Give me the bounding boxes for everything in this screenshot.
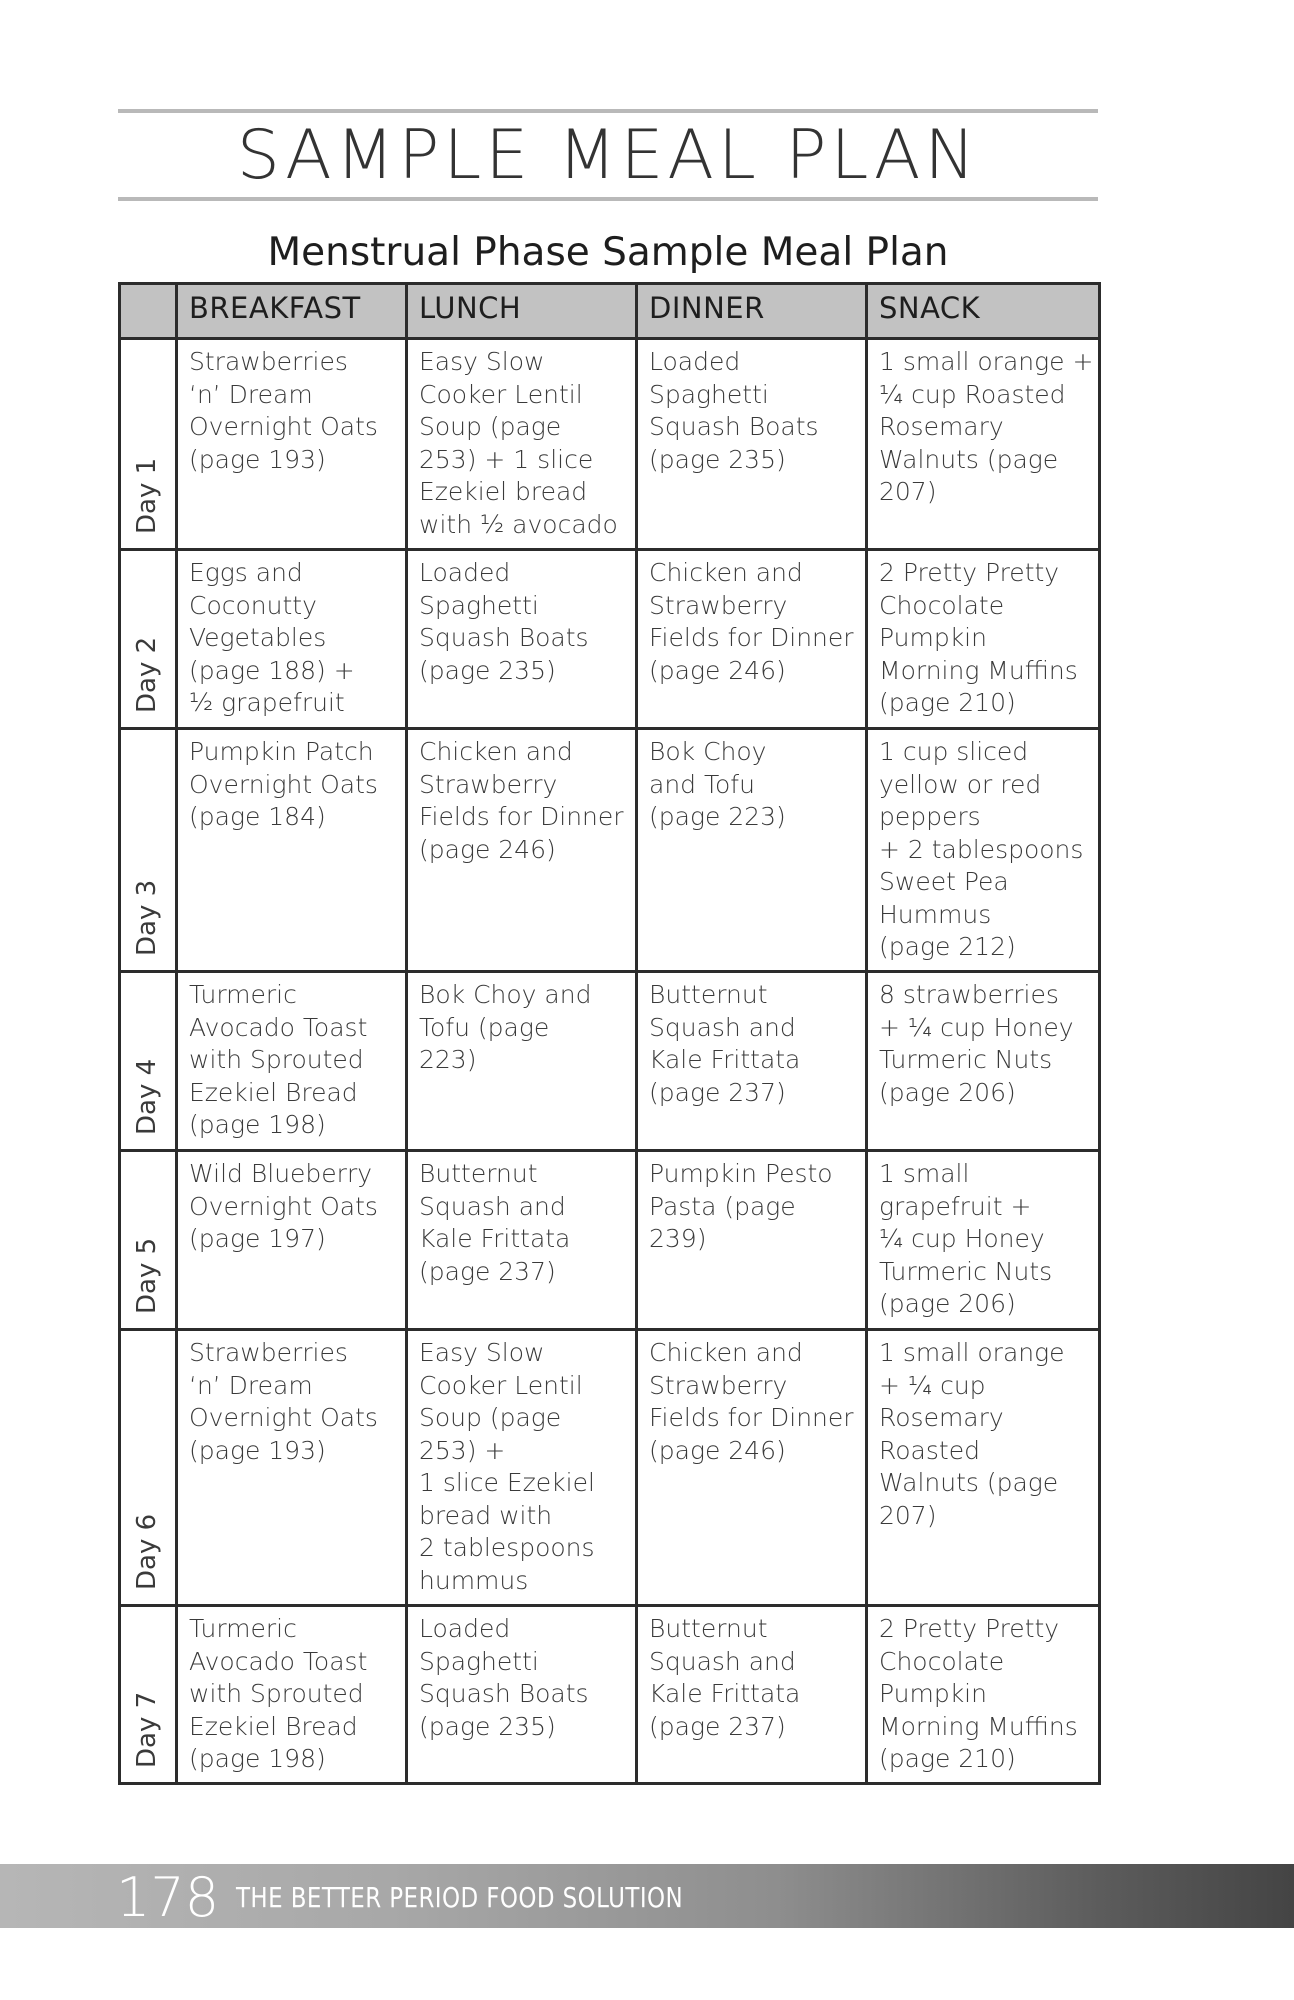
snack-cell: [867, 1151, 1100, 1330]
header-breakfast: BREAKFAST: [177, 284, 407, 339]
header-lunch: LUNCH: [407, 284, 637, 339]
table-title: Menstrual Phase Sample Meal Plan: [267, 230, 949, 275]
snack-text: 2 Pretty Pretty Chocolate Pumpkin Morning Muffins (page 210): [879, 558, 1078, 717]
day-label: Day 2: [132, 636, 162, 713]
snack-text: 1 small orange + ¼ cup Rosemary Roasted Walnuts (page 207): [879, 1338, 1065, 1530]
snack-text: 1 cup sliced yellow or red peppers + 2 tablespoons Sweet Pea Hummus (page 212): [879, 737, 1084, 961]
day-label: Day 5: [132, 1237, 162, 1314]
lunch-text: Butternut Squash and Kale Frittata (page 237): [419, 1159, 571, 1286]
lunch-text: Easy Slow Cooker Lentil Soup (page 253) + 1 slice Ezekiel bread with ½ avocado: [419, 347, 618, 539]
snack-cell: [867, 339, 1100, 550]
header-day: [120, 284, 177, 339]
dinner-cell: [637, 1151, 867, 1330]
table-row: [120, 550, 1100, 729]
snack-cell: [867, 1606, 1100, 1784]
page-title: SAMPLE MEAL PLAN: [236, 116, 980, 195]
lunch-cell: [407, 339, 637, 550]
snack-cell: [867, 1330, 1100, 1606]
dinner-cell: [637, 1330, 867, 1606]
table-header-row: [120, 284, 1100, 339]
breakfast-text: Turmeric Avocado Toast with Sprouted Ezekiel Bread (page 198): [189, 1614, 368, 1773]
lunch-cell: [407, 1151, 637, 1330]
dinner-cell: [637, 339, 867, 550]
day-label: Day 1: [132, 457, 162, 534]
table-row: [120, 1151, 1100, 1330]
lunch-text: Bok Choy and Tofu (page 223): [419, 980, 592, 1074]
header-dinner: DINNER: [637, 284, 867, 339]
lunch-cell: [407, 550, 637, 729]
dinner-text: Pumpkin Pesto Pasta (page 239): [649, 1159, 833, 1253]
dinner-cell: [637, 550, 867, 729]
book-title: THE BETTER PERIOD FOOD SOLUTION: [236, 1881, 684, 1914]
snack-text: 1 small grapefruit + ¼ cup Honey Turmeric Nuts (page 206): [879, 1159, 1053, 1318]
title-bottom-rule: [118, 197, 1098, 201]
snack-text: 1 small orange + ¼ cup Roasted Rosemary Walnuts (page 207): [879, 347, 1094, 506]
breakfast-cell: [177, 339, 407, 550]
table-row: [120, 339, 1100, 550]
breakfast-text: Strawberries ‘n’ Dream Overnight Oats (page 193): [189, 1338, 378, 1465]
day-cell: [120, 1151, 177, 1330]
day-cell: [120, 729, 177, 972]
lunch-cell: [407, 1606, 637, 1784]
snack-cell: [867, 550, 1100, 729]
snack-cell: [867, 972, 1100, 1151]
dinner-cell: [637, 1606, 867, 1784]
dinner-cell: [637, 729, 867, 972]
page-number: 178: [116, 1866, 220, 1929]
day-cell: [120, 972, 177, 1151]
lunch-cell: [407, 972, 637, 1151]
day-label: Day 7: [132, 1691, 162, 1768]
snack-cell: [867, 729, 1100, 972]
breakfast-text: Strawberries ‘n’ Dream Overnight Oats (page 193): [189, 347, 378, 474]
table-row: [120, 1606, 1100, 1784]
breakfast-cell: [177, 550, 407, 729]
day-label: Day 4: [132, 1058, 162, 1135]
table-row: [120, 1330, 1100, 1606]
snack-text: 8 strawberries + ¼ cup Honey Turmeric Nuts (page 206): [879, 980, 1074, 1107]
title-top-rule: [118, 109, 1098, 113]
day-cell: [120, 339, 177, 550]
header-snack: SNACK: [867, 284, 1100, 339]
lunch-text: Loaded Spaghetti Squash Boats (page 235): [419, 558, 589, 685]
day-label: Day 3: [132, 879, 162, 956]
meal-plan-table: [118, 282, 1101, 1785]
dinner-text: Butternut Squash and Kale Frittata (page 237): [649, 1614, 801, 1741]
dinner-cell: [637, 972, 867, 1151]
dinner-text: Chicken and Strawberry Fields for Dinner (page 246): [649, 558, 854, 685]
breakfast-cell: [177, 1151, 407, 1330]
breakfast-cell: [177, 729, 407, 972]
day-cell: [120, 1606, 177, 1784]
table-row: [120, 729, 1100, 972]
day-cell: [120, 1330, 177, 1606]
breakfast-text: Wild Blueberry Overnight Oats (page 197): [189, 1159, 378, 1253]
lunch-text: Chicken and Strawberry Fields for Dinner (page 246): [419, 737, 624, 864]
breakfast-cell: [177, 972, 407, 1151]
lunch-cell: [407, 1330, 637, 1606]
lunch-text: Loaded Spaghetti Squash Boats (page 235): [419, 1614, 589, 1741]
breakfast-text: Pumpkin Patch Overnight Oats (page 184): [189, 737, 378, 831]
dinner-text: Butternut Squash and Kale Frittata (page 237): [649, 980, 801, 1107]
day-cell: [120, 550, 177, 729]
day-label: Day 6: [132, 1513, 162, 1590]
table-row: [120, 972, 1100, 1151]
dinner-text: Loaded Spaghetti Squash Boats (page 235): [649, 347, 819, 474]
breakfast-cell: [177, 1606, 407, 1784]
breakfast-text: Turmeric Avocado Toast with Sprouted Ezekiel Bread (page 198): [189, 980, 368, 1139]
lunch-cell: [407, 729, 637, 972]
breakfast-text: Eggs and Coconutty Vegetables (page 188) + ½ grapefruit: [189, 558, 355, 717]
breakfast-cell: [177, 1330, 407, 1606]
dinner-text: Chicken and Strawberry Fields for Dinner (page 246): [649, 1338, 854, 1465]
dinner-text: Bok Choy and Tofu (page 223): [649, 737, 786, 831]
snack-text: 2 Pretty Pretty Chocolate Pumpkin Morning Muffins (page 210): [879, 1614, 1078, 1773]
lunch-text: Easy Slow Cooker Lentil Soup (page 253) + 1 slice Ezekiel bread with 2 tablespoons hummus: [419, 1338, 595, 1595]
